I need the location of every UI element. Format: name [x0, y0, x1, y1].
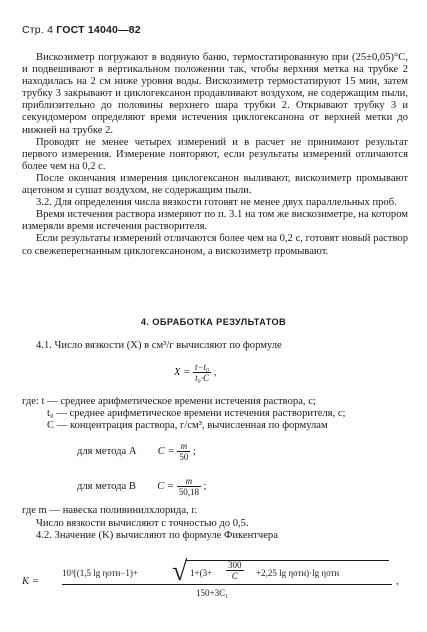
paragraph-4-1: 4.1. Число вязкости (X) в см³/г вычисляют по формуле [36, 340, 282, 351]
formula-k-lhs: K = [22, 576, 39, 587]
inner-fraction [226, 560, 244, 581]
where-line: t₀ — среднее арифметическое времени истечения растворителя, с; [47, 408, 346, 419]
formula-k-num-right: +2,25 lg ηотн)·lg ηотн [256, 568, 340, 578]
formula-lhs: X = [174, 366, 191, 378]
formula-tail: ; [203, 480, 207, 492]
standard-code: ГОСТ 14040—82 [56, 24, 141, 36]
page-header [22, 24, 141, 36]
numerator: t−t₀ [194, 362, 210, 372]
paragraph: Вискозиметр погружают в водяную баню, термостатированную при (25±0,05)°С, и подвешивают в вертикальном положении так, чтобы верхняя метка на трубке 2 находилась на 2 см ниже уровня воды. Вискозиметр термостатируют 15 мин, затем трубку 3 закрывают и циклогексанон продавливают воздухом, не содержащим пыли, приблизительно до половины верхнего шара трубки 2. Открывают трубку 3 и секундомером определяют время истечения циклогексанона от верхней метки до нижней на трубке 2. [22, 52, 408, 136]
formula-tail: ; [192, 445, 196, 457]
paragraph: Проводят не менее четырех измерений и в расчет не принимают результат первого измерения. Измерение повторяют, если результаты измерений отличаются более чем на 0,2 с. [22, 136, 408, 172]
formula-k-num-inner: 1+(3+ [190, 568, 213, 578]
numerator: m [177, 476, 201, 487]
fraction [193, 362, 211, 383]
fraction-bar [62, 584, 392, 585]
paragraph: После окончания измерения циклогексанон выливают, вискозиметр промывают ацетоном и сушат воздухом, не содержащим пыли. [22, 172, 408, 197]
section-title: 4. ОБРАБОТКА РЕЗУЛЬТАТОВ [140, 317, 287, 327]
sqrt-bar [186, 560, 389, 561]
accuracy-line: Число вязкости вычисляют с точностью до 0,5. [36, 518, 249, 529]
numerator: 300 [228, 560, 242, 570]
method-b-label: для метода В [77, 480, 136, 492]
numerator: m [177, 441, 190, 452]
formula-lhs: C = [157, 480, 175, 492]
paragraph: Время истечения раствора измеряют по п. 3.1 на том же вискозиметре, на котором измеряли время истечения растворителя. [22, 209, 408, 233]
fraction [177, 441, 190, 462]
denominator: t₀·C [195, 373, 209, 383]
method-a-formula [77, 441, 196, 462]
where-line: где: t — среднее арифметическое времени истечения раствора, с; [22, 396, 316, 407]
method-a-label: для метода А [77, 445, 137, 457]
formula-tail: , [396, 576, 399, 587]
denominator: C [231, 571, 238, 581]
formula-tail: , [213, 366, 217, 378]
formula-lhs: C = [157, 445, 175, 457]
page-number: Стр. 4 [22, 24, 54, 36]
paragraph-4-2: 4.2. Значение (K) вычисляют по формуле Фикентчера [36, 530, 278, 541]
formula-k-den: 150+3C₁ [196, 588, 229, 598]
where-line: где m — навеска поливинилхлорида, г. [22, 505, 198, 516]
paragraph: Если результаты измерений отличаются более чем на 0,2 с, готовят новый раствор со свежеперегнанным циклогексаноном, а вискозиметр промывают. [22, 233, 408, 257]
denominator: 50,18 [178, 487, 199, 497]
where-line: C — концентрация раствора, г/см³, вычисленная по формулам [47, 420, 328, 431]
method-b-formula [77, 476, 207, 497]
sqrt-icon: √ [172, 556, 188, 587]
paragraph: 3.2. Для определения числа вязкости готовят не менее двух параллельных проб. [36, 197, 397, 209]
formula-x [174, 362, 216, 383]
fraction [177, 476, 201, 497]
denominator: 50 [179, 452, 189, 462]
formula-k-num-left: 10³[(1,5 lg ηотн−1)+ [62, 568, 138, 578]
body-text [22, 52, 408, 258]
